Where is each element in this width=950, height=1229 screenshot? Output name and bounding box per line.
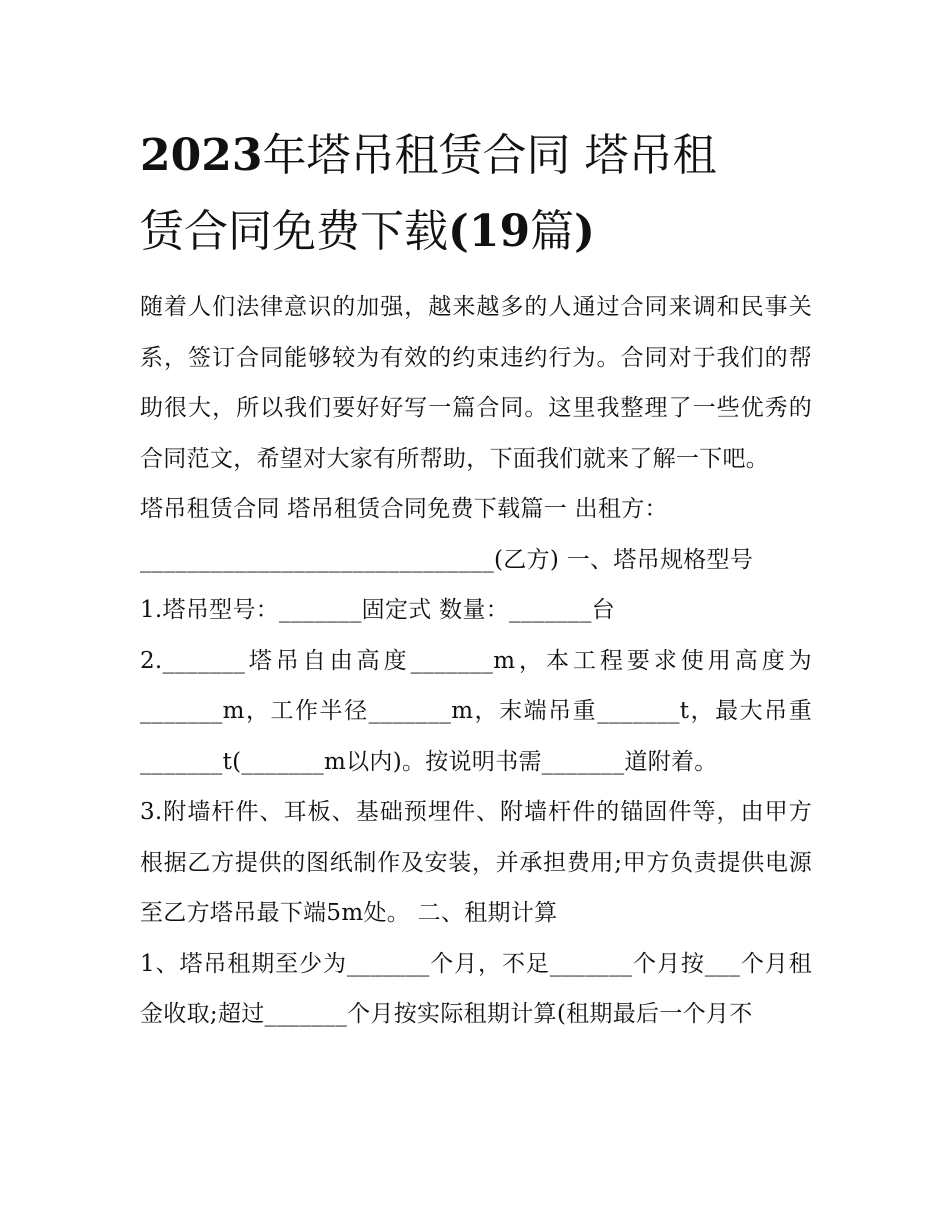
title-line-1: 2023年塔吊租赁合同 塔吊租	[140, 130, 717, 181]
clause-2-paragraph: 2._______塔吊自由高度_______m，本工程要求使用高度为_______m，工作半径_______m，末端吊重_______t，最大吊重_______t(_______m以内)。按说明书需_______道附着。	[140, 647, 812, 775]
intro-paragraph: 随着人们法律意识的加强，越来越多的人通过合同来调和民事关系，签订合同能够较为有效的约束违约行为。合同对于我们的帮助很大，所以我们要好好写一篇合同。这里我整理了一些优秀的合同范文，希望对大家有所帮助，下面我们就来了解一下吧。	[140, 294, 812, 472]
title-line-2: 赁合同免费下载(19篇)	[140, 206, 595, 257]
rental-term-paragraph: 1、塔吊租期至少为_______个月，不足_______个月按___个月租金收取;超过_______个月按实际租期计算(租期最后一个月不	[140, 950, 812, 1027]
party-b-paragraph: ______________________________(乙方) 一、塔吊规格型号	[140, 546, 754, 573]
contract-heading-paragraph: 塔吊租赁合同 塔吊租赁合同免费下载篇一 出租方：	[140, 496, 668, 522]
document-title	[140, 118, 812, 270]
document-page	[140, 118, 812, 1040]
clause-1-paragraph: 1.塔吊型号：_______固定式 数量：_______台	[140, 597, 615, 623]
clause-3-paragraph: 3.附墙杆件、耳板、基础预埋件、附墙杆件的锚固件等，由甲方根据乙方提供的图纸制作及安装，并承担费用;甲方负责提供电源至乙方塔吊最下端5m处。 二、租期计算	[140, 799, 812, 926]
